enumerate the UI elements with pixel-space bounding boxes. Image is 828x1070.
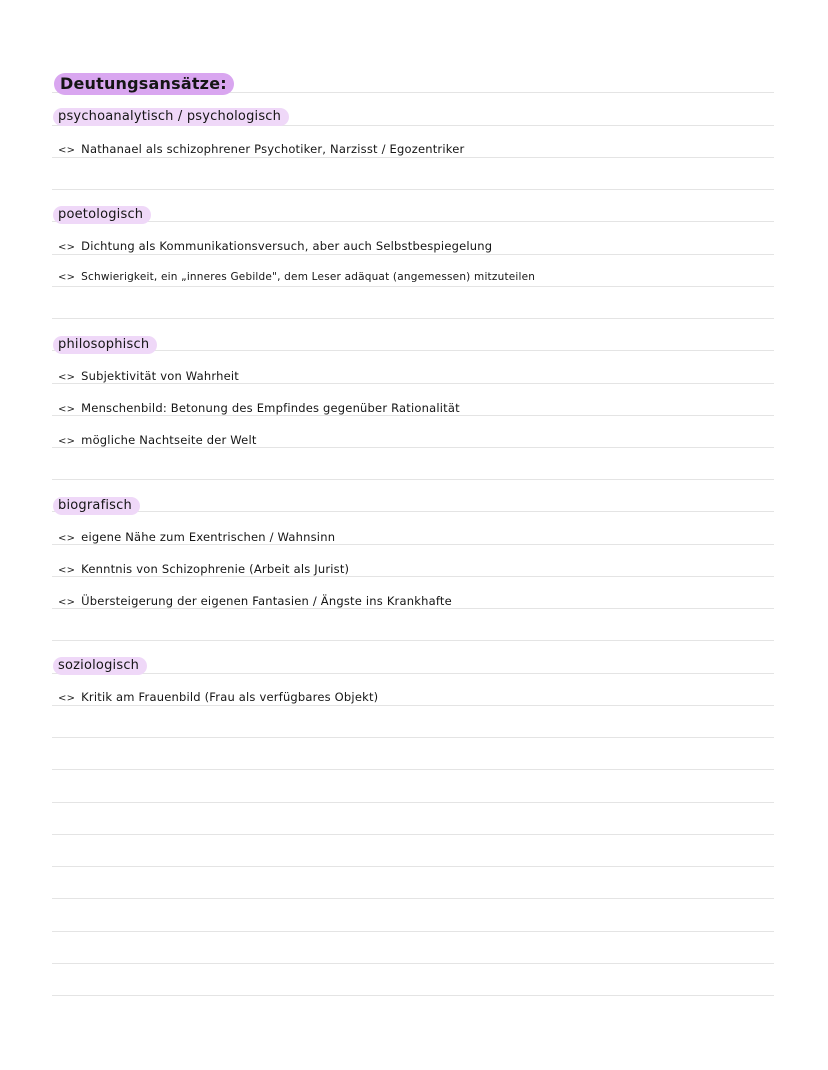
list-item: <> eigene Nähe zum Exentrischen / Wahnsinn (58, 530, 336, 544)
ruled-line (52, 802, 774, 803)
arrow-icon: <> (58, 436, 76, 447)
list-item: <> Subjektivität von Wahrheit (58, 369, 239, 383)
ruled-line (52, 221, 774, 222)
arrow-icon: <> (58, 272, 76, 283)
list-item: <> Übersteigerung der eigenen Fantasien / Ängste ins Krankhafte (58, 594, 452, 608)
arrow-icon: <> (58, 404, 76, 415)
ruled-line (52, 511, 774, 512)
ruled-line (52, 834, 774, 835)
arrow-icon: <> (58, 533, 76, 544)
arrow-icon: <> (58, 565, 76, 576)
section-heading-philosophisch: philosophisch (53, 336, 157, 354)
ruled-line (52, 157, 774, 158)
ruled-line (52, 544, 774, 545)
ruled-line (52, 705, 774, 706)
ruled-line (52, 576, 774, 577)
ruled-line (52, 737, 774, 738)
ruled-line (52, 286, 774, 287)
list-item: <> mögliche Nachtseite der Welt (58, 433, 257, 447)
ruled-line (52, 898, 774, 899)
ruled-line (52, 608, 774, 609)
ruled-line (52, 254, 774, 255)
section-heading-poetologisch: poetologisch (53, 206, 151, 224)
page-title: Deutungsansätze: (54, 73, 234, 95)
section-heading-soziologisch: soziologisch (53, 657, 147, 675)
ruled-line (52, 189, 774, 190)
ruled-line (52, 350, 774, 351)
ruled-line (52, 383, 774, 384)
ruled-line (52, 640, 774, 641)
ruled-line (52, 995, 774, 996)
ruled-line (52, 866, 774, 867)
ruled-line (52, 479, 774, 480)
list-item: <> Nathanael als schizophrener Psychotiker, Narzisst / Egozentriker (58, 142, 465, 156)
list-item: <> Kenntnis von Schizophrenie (Arbeit als Jurist) (58, 562, 350, 576)
list-item: <> Dichtung als Kommunikationsversuch, aber auch Selbstbespiegelung (58, 239, 493, 253)
arrow-icon: <> (58, 372, 76, 383)
ruled-line (52, 673, 774, 674)
ruled-line (52, 318, 774, 319)
list-item: <> Schwierigkeit, ein „inneres Gebilde", dem Leser adäquat (angemessen) mitzuteilen (58, 271, 536, 283)
arrow-icon: <> (58, 597, 76, 608)
ruled-line (52, 769, 774, 770)
arrow-icon: <> (58, 145, 76, 156)
ruled-line (52, 963, 774, 964)
list-item: <> Menschenbild: Betonung des Empfindes gegenüber Rationalität (58, 401, 460, 415)
list-item: <> Kritik am Frauenbild (Frau als verfügbares Objekt) (58, 690, 379, 704)
arrow-icon: <> (58, 693, 76, 704)
ruled-line (52, 415, 774, 416)
section-heading-biografisch: biografisch (53, 497, 140, 515)
ruled-line (52, 447, 774, 448)
ruled-line (52, 931, 774, 932)
arrow-icon: <> (58, 242, 76, 253)
section-heading-psychoanalytisch: psychoanalytisch / psychologisch (53, 108, 289, 126)
